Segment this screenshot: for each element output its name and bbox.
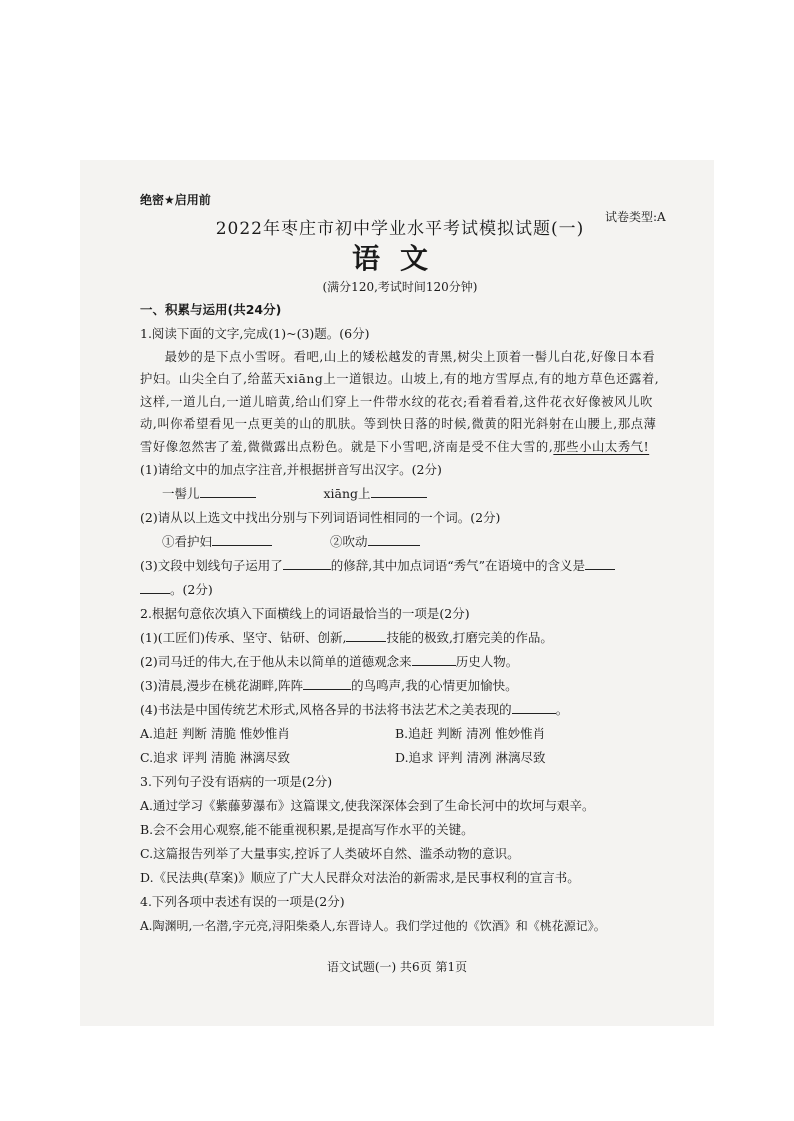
q2-options-row1	[140, 722, 660, 746]
q2-option-b[interactable]: B.追赶 判断 清冽 惟妙惟肖	[395, 726, 546, 742]
q1-sub2-b: ②吹动	[329, 534, 368, 550]
answer-blank[interactable]	[283, 555, 331, 570]
exam-content	[140, 188, 660, 938]
q1-sub2: (2)请从以上选文中找出分别与下列词语词性相同的一个词。(2分)	[140, 510, 501, 526]
answer-blank[interactable]	[200, 483, 256, 498]
q1-underlined-sentence: 那些小山太秀气!	[553, 439, 650, 454]
section-heading: 一、积累与运用(共24分)	[140, 302, 282, 317]
exam-title: 2022年枣庄市初中学业水平考试模拟试题(一)	[215, 219, 585, 239]
answer-blank[interactable]	[140, 579, 170, 594]
q2-option-c[interactable]: C.追求 评判 清脆 淋漓尽致	[140, 750, 291, 766]
answer-blank[interactable]	[412, 651, 456, 666]
answer-blank[interactable]	[585, 555, 615, 570]
q3-stem: 3.下列句子没有语病的一项是(2分)	[140, 774, 333, 790]
q3-option-d[interactable]: D.《民法典(草案)》顺应了广大人民群众对法治的新需求,是民事权利的宣言书。	[140, 870, 580, 886]
score-info: (满分120,考试时间120分钟)	[322, 280, 478, 294]
q1-stem: 1.阅读下面的文字,完成(1)~(3)题。(6分)	[140, 326, 370, 341]
q2-s1-a: (1)(工匠们)传承、坚守、钻研、创新,	[140, 630, 347, 646]
paper-type-label: 试卷类型:A	[605, 210, 666, 224]
q1-passage-text: 最妙的是下点小雪呀。看吧,山上的矮松越发的青黑,树尖上顶着一髻儿白花,好像日本看护妇。山尖全白了,给蓝天xiāng上一道银边。山坡上,有的地方雪厚点,有的地方草色还露着,这样,一道儿白,一道儿暗黄,给山们穿上一件带水纹的花衣;看着看着,这件花衣好像被风儿吹动,叫你希望看见一点更美的山的肌肤。等到快日落的时候,微黄的阳光斜射在山腰上,那点薄雪好像忽然害了羞,微微露出点粉色。就是下小雪吧,济南是受不住大雪的,	[140, 350, 660, 454]
q2-s4-a: (4)书法是中国传统艺术形式,风格各异的书法将书法艺术之美表现的	[140, 702, 512, 718]
answer-blank[interactable]	[303, 675, 351, 690]
q2-s3	[140, 674, 660, 698]
subject-title: 语文	[351, 242, 448, 275]
q1-sub2-a: ①看护妇	[162, 534, 213, 550]
q3-option-a[interactable]: A.通过学习《紫藤萝瀑布》这篇课文,使我深深体会到了生命长河中的坎坷与艰辛。	[140, 798, 595, 814]
answer-blank[interactable]	[368, 531, 420, 546]
q4-stem: 4.下列各项中表述有误的一项是(2分)	[140, 894, 345, 910]
q1-sub1: (1)请给文中的加点字注音,并根据拼音写出汉字。(2分)	[140, 462, 442, 478]
q1-sub3	[140, 554, 660, 578]
q2-s2-a: (2)司马迁的伟大,在于他从未以简单的道德观念来	[140, 654, 412, 670]
q4-option-a[interactable]: A.陶渊明,一名潜,字元亮,浔阳柴桑人,东晋诗人。我们学过他的《饮酒》和《桃花源记》。	[140, 919, 606, 934]
q1-sub2-blanks	[140, 530, 660, 554]
page-footer: 语文试题(一) 共6页 第1页	[326, 960, 468, 974]
answer-blank[interactable]	[371, 483, 427, 498]
q2-option-d[interactable]: D.追求 评判 清冽 淋漓尽致	[395, 750, 546, 766]
q2-s2	[140, 650, 660, 674]
q2-s3-b: 的鸟鸣声,我的心情更加愉快。	[351, 678, 518, 694]
q2-s3-a: (3)清晨,漫步在桃花湖畔,阵阵	[140, 678, 304, 694]
q2-s2-b: 历史人物。	[455, 654, 519, 670]
q1-sub1-b: xiāng上	[323, 486, 371, 502]
q1-sub1-a: 一髻儿	[162, 486, 200, 502]
answer-blank[interactable]	[512, 699, 556, 714]
q3-option-c[interactable]: C.这篇报告列举了大量事实,控诉了人类破坏自然、滥杀动物的意识。	[140, 846, 520, 862]
q1-sub3-a: (3)文段中划线句子运用了	[140, 558, 283, 574]
secret-label: 绝密★启用前	[140, 193, 211, 207]
q2-option-a[interactable]: A.追赶 判断 清脆 惟妙惟肖	[140, 726, 290, 742]
q1-sub3-c: 。(2分)	[170, 582, 213, 598]
q2-s1	[140, 626, 660, 650]
q1-sub3-cont	[140, 578, 660, 602]
q2-s4	[140, 698, 660, 722]
q1-sub1-blanks	[140, 482, 660, 506]
q2-s4-b: 。	[555, 702, 569, 718]
answer-blank[interactable]	[346, 627, 386, 642]
q2-stem: 2.根据句意依次填入下面横线上的词语最恰当的一项是(2分)	[140, 606, 470, 622]
q3-option-b[interactable]: B.会不会用心观察,能不能重视积累,是提高写作水平的关键。	[140, 822, 474, 838]
q2-options-row2	[140, 746, 660, 770]
answer-blank[interactable]	[212, 531, 272, 546]
q1-passage	[140, 346, 660, 458]
q2-s1-b: 技能的极致,打磨完美的作品。	[386, 630, 553, 646]
q1-sub3-b: 的修辞,其中加点词语“秀气”在语境中的含义是	[330, 558, 585, 574]
